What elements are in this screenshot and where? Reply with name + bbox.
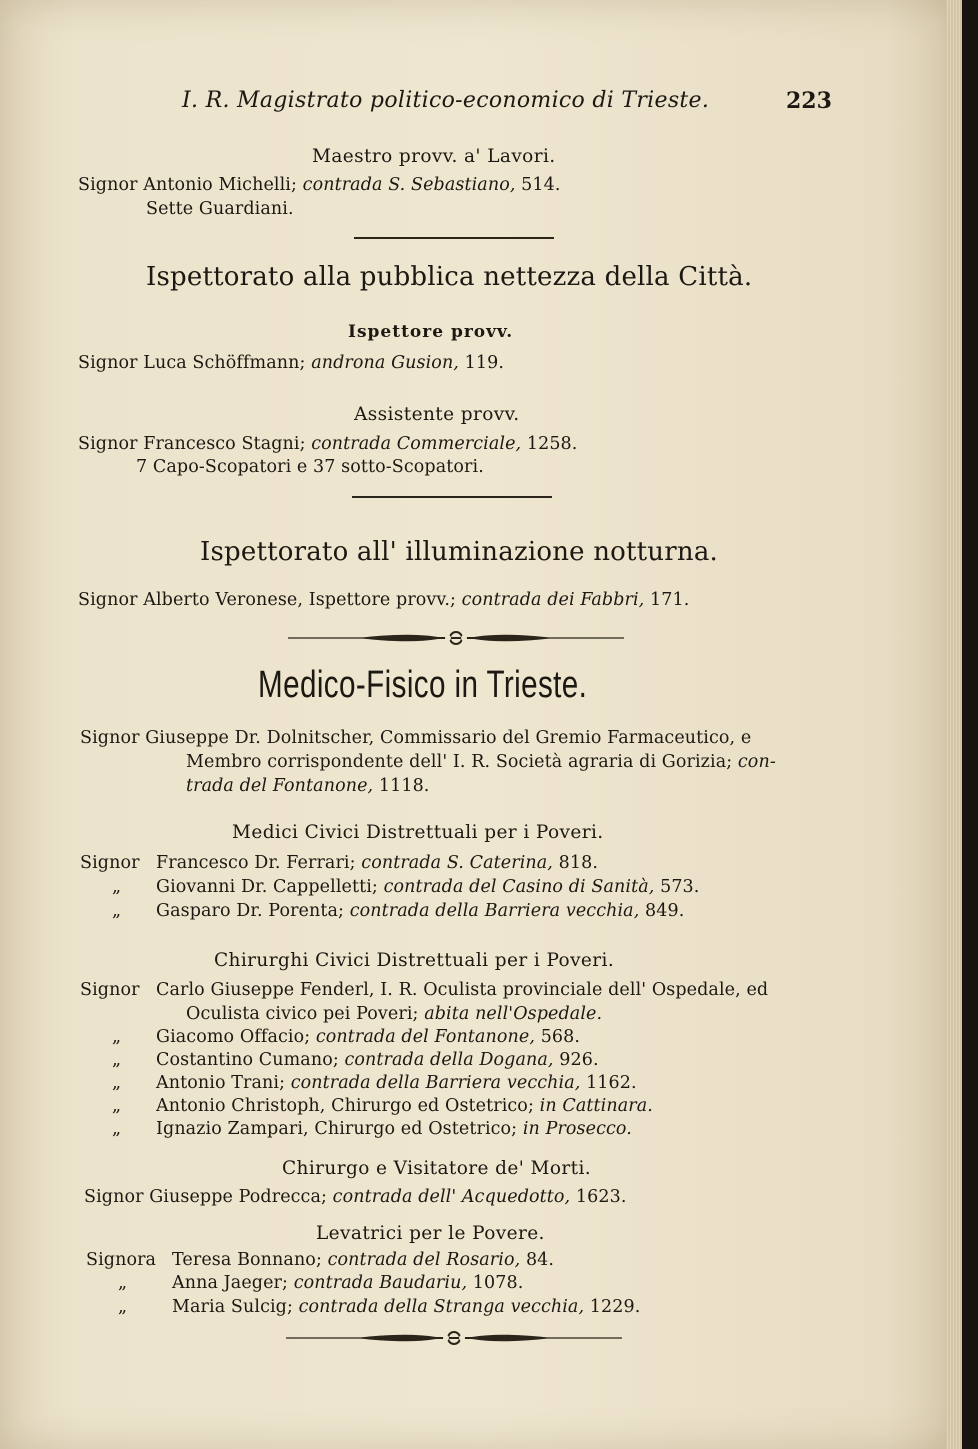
page-edge (946, 0, 962, 1449)
ornament-divider-icon (286, 1327, 622, 1349)
list-item: „ Giacomo Offacio; contrada del Fontanone, 568. (112, 1027, 581, 1047)
section-title-levatrici: Levatrici per le Povere. (316, 1223, 545, 1244)
list-item-continuation: Oculista civico pei Poveri; abita nell'Ospedale. (186, 1004, 603, 1024)
medico-line-1: Signor Giuseppe Dr. Dolnitscher, Commissario del Gremio Farmaceutico, e (80, 728, 752, 748)
ispettore-label: Ispettore provv. (348, 322, 514, 342)
list-item: „ Antonio Trani; contrada della Barriera vecchia, 1162. (112, 1073, 637, 1093)
list-item: „ Antonio Christoph, Chirurgo ed Ostetrico; in Cattinara. (112, 1096, 653, 1116)
list-item: „ Anna Jaeger; contrada Baudariu, 1078. (118, 1273, 524, 1293)
section-title-visitatore: Chirurgo e Visitatore de' Morti. (282, 1158, 592, 1179)
section-title-medico: Medico-Fisico in Trieste. (258, 664, 588, 706)
medico-line-3: trada del Fontanone, 1118. (186, 776, 430, 796)
list-item: „ Ignazio Zampari, Chirurgo ed Ostetrico; in Prosecco. (112, 1119, 632, 1139)
assistente-entry: Signor Francesco Stagni; contrada Commerciale, 1258. (78, 434, 578, 454)
section-title-chirurghi-civici: Chirurghi Civici Distrettuali per i Poveri. (214, 950, 615, 971)
lavori-entry: Signor Antonio Michelli; contrada S. Sebastiano, 514. (78, 175, 561, 195)
section-rule (352, 496, 552, 498)
medico-line-2: Membro corrispondente dell' I. R. Società agraria di Gorizia; con- (186, 752, 776, 772)
section-title-medici-civici: Medici Civici Distrettuali per i Poveri. (232, 822, 604, 843)
ornament-divider-icon (288, 627, 624, 649)
page-number: 223 (786, 88, 832, 114)
visitatore-entry: Signor Giuseppe Podrecca; contrada dell' Acquedotto, 1623. (84, 1187, 627, 1207)
list-item: „ Maria Sulcig; contrada della Stranga vecchia, 1229. (118, 1297, 641, 1317)
running-title: I. R. Magistrato politico-economico di Trieste. (182, 88, 710, 113)
list-item: Signor Carlo Giuseppe Fenderl, I. R. Oculista provinciale dell' Ospedale, ed (80, 980, 769, 1000)
ispettore-entry: Signor Luca Schöffmann; androna Gusion, 119. (78, 353, 505, 373)
list-item: „ Costantino Cumano; contrada della Dogana, 926. (112, 1050, 599, 1070)
assistente-label: Assistente provv. (354, 404, 520, 425)
lavori-role: Maestro provv. a' Lavori. (312, 146, 556, 167)
scopatori-line: 7 Capo-Scopatori e 37 sotto-Scopatori. (136, 457, 484, 477)
section-title-nettezza: Ispettorato alla pubblica nettezza della Città. (146, 262, 753, 292)
illuminazione-entry: Signor Alberto Veronese, Ispettore provv.; contrada dei Fabbri, 171. (78, 590, 690, 610)
list-item: Signor Francesco Dr. Ferrari; contrada S. Caterina, 818. (80, 853, 599, 873)
list-item: „ Gasparo Dr. Porenta; contrada della Barriera vecchia, 849. (112, 901, 685, 921)
list-item: Signora Teresa Bonnano; contrada del Rosario, 84. (86, 1250, 555, 1270)
list-item: „ Giovanni Dr. Cappelletti; contrada del Casino di Sanità, 573. (112, 877, 700, 897)
lavori-guardiani: Sette Guardiani. (146, 199, 294, 219)
section-rule (354, 237, 554, 239)
section-title-illuminazione: Ispettorato all' illuminazione notturna. (200, 537, 718, 567)
